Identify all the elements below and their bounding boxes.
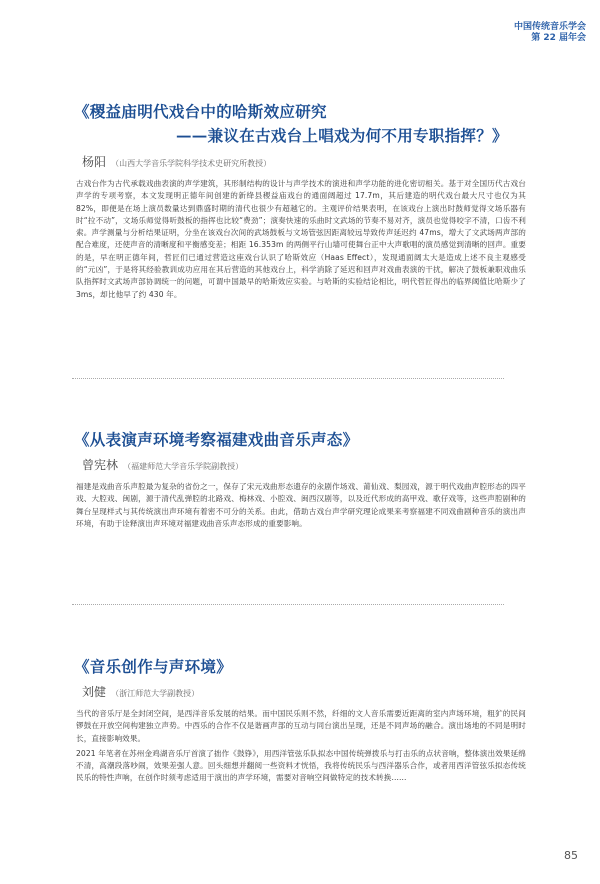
section-divider bbox=[72, 604, 504, 605]
article-title-line1: 《从表演声环境考察福建戏曲音乐声态》 bbox=[74, 430, 359, 449]
author-affiliation: （山西大学音乐学院科学技术史研究所教授） bbox=[111, 159, 272, 168]
page-number: 85 bbox=[564, 849, 578, 862]
abstract-paragraph: 古戏台作为古代承载戏曲表演的声学建筑，其形制结构的设计与声学技术的演进和声学功能的进化密切相关。基于对全国历代古戏台声学的专项考察，本文发现明正德年间创建的新绛县稷益庙戏台的通面阔超过 17.7m，其后建造的明代戏台最大尺寸也仅为其 82%，即便是在场上演员数量达到鼎盛时期的清代也很少有超越它的。主观评价结果表明，在该戏台上演出时鼓师觉得文场乐器有时“拉不动”，文场乐师觉得听鼓板的指挥也比较“费劲”；演奏快速的乐曲时文武场的节奏不易对齐，演员也觉得咬字不清，口齿不利索。声学测量与分析结果证明，分坐在该戏台次间的武场鼓板与文场管弦因距离较远导致传声延迟约 47ms，增大了文武场两声部的配合难度，还使声音的清晰度和平衡感变差；相距 16.353m 的两侧平行山墙可使舞台正中大声歌唱的演员感觉到清晰的回声。重要的是，早在明正德年间，哲匠们已通过营造这座戏台认识了哈斯效应（Haas Effect），发现通面阔太大是造成上述不良主观感受的“元凶”，于是将其经验教训成功应用在其后营造的其他戏台上，科学消除了延迟和回声对戏曲表演的干扰，解决了鼓板兼职戏曲乐队指挥时文武场声部协调统一的问题，可谓中国最早的哈斯效应实验。与哈斯的实验结论相比，明代哲匠得出的临界阈值比哈斯少了 3ms，却比他早了约 430 年。 bbox=[76, 179, 526, 299]
article-author-line bbox=[82, 151, 271, 170]
author-affiliation: （浙江师范大学副教授） bbox=[111, 689, 200, 698]
author-name: 杨阳 bbox=[82, 155, 107, 169]
article-title-line1: 《音乐创作与声环境》 bbox=[74, 657, 233, 676]
author-affiliation: （福建师范大学音乐学院副教授） bbox=[123, 462, 244, 471]
article-abstract bbox=[76, 178, 526, 304]
article-title-line1: 《稷益庙明代戏台中的哈斯效应研究 bbox=[74, 102, 327, 121]
article-abstract bbox=[76, 481, 526, 533]
abstract-paragraph: 福建是戏曲音乐声腔最为复杂的省份之一，保存了宋元戏曲形态遗存的汆剧作场戏、莆仙戏、梨园戏，源于明代戏曲声腔形态的四平戏、大腔戏、闽剧，源于清代乱弹腔的北路戏、梅林戏、小腔戏、闽西汉剧等，以及近代形成的高甲戏、歌仔戏等，这些声腔剧种的舞台呈现样式与其传统演出声环境有着密不可分的关系。由此，借助古戏台声学研究理论成果来考察福建不同戏曲剧种音乐的演出声环境，有助于诠释演出声环境对福建戏曲音乐声态形成的重要影响。 bbox=[76, 482, 526, 528]
article-abstract bbox=[76, 708, 526, 788]
abstract-paragraph: 2021 年笔者在苏州金鸡湖音乐厅首演了拙作《鼓铮》，用西洋管弦乐队拟态中国传统弹拨乐与打击乐的点状音响，整体演出效果延绵不清，高潮段落吵闹，效果差强人意。回头细想并翻阅一些资料才恍悟，我将传统民乐与西洋器乐合作，或者用西洋管弦乐拟态传统民乐的特性声响，在创作时须考虑适用于演出的声学环境，需要对音响空间做特定的技术转换...... bbox=[76, 748, 526, 783]
article-3 bbox=[64, 655, 526, 835]
article-author-line bbox=[82, 681, 199, 700]
abstract-paragraph: 当代的音乐厅是全封闭空间，是西洋音乐发展的结果。而中国民乐则不然，纤细的文人音乐需要近距离的室内声场环境，粗犷的民间锣鼓在开放空间构建独立声势。中西乐的合作不仅是谐画声部的互动与同台演出呈现，还是不同声场的融合。演出场地的不同是明时长，直接影响效果。 bbox=[76, 709, 526, 743]
article-title-line2: ——兼议在古戏台上唱戏为何不用专职指挥？》 bbox=[176, 126, 508, 145]
conference-name: 中国传统音乐学会 bbox=[513, 22, 586, 32]
article-2 bbox=[64, 428, 526, 568]
article-author-line bbox=[82, 454, 243, 473]
section-divider bbox=[72, 378, 504, 379]
conference-header bbox=[514, 22, 586, 44]
author-name: 曾宪林 bbox=[82, 458, 119, 472]
article-1 bbox=[64, 100, 526, 330]
author-name: 刘健 bbox=[82, 685, 107, 699]
conference-session: 第 22 届年会 bbox=[531, 33, 586, 43]
